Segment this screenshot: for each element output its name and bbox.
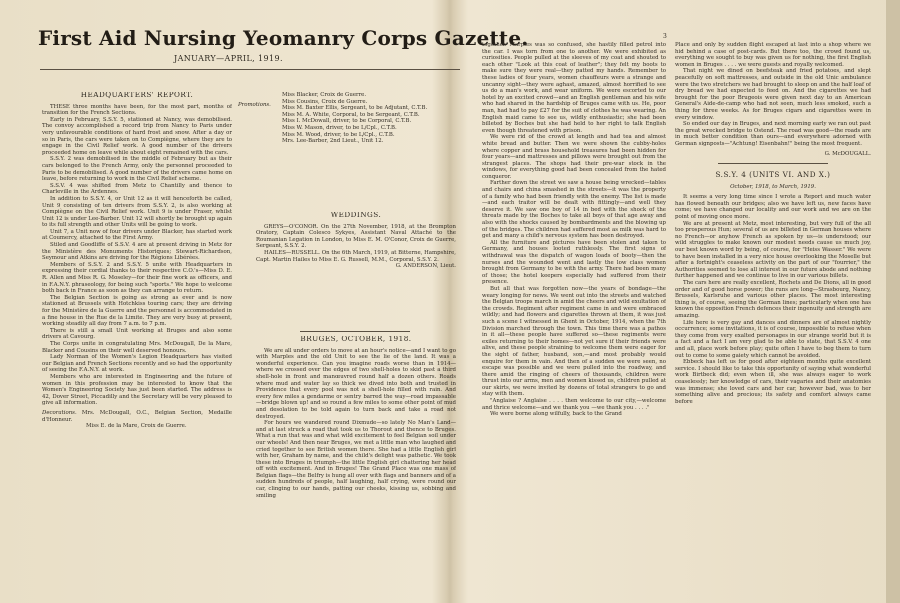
promotion-item: Mrs. Lee-Barber, 2nd Lieut., Unit 12. <box>282 138 384 145</box>
bruges-signature: G. McDOUGALL. <box>824 150 871 157</box>
section-rule <box>718 163 828 164</box>
weddings-signature: G. ANDERSON, Lieut. <box>395 263 456 270</box>
ssy4-heading: S.S.Y. 4 (UNITS VI. AND X.) <box>715 170 831 180</box>
promotion-item: Miss I. McDowall, driver, to be Corporal, C.T.B. <box>282 118 412 125</box>
bruges-paragraph: We are all under orders to move at an hour's notice—and I want to go with Marples and the old Unit to see the lie of the land. It was a wonderful experience. Can you imagine roads worse than in 1914—where we crossed over the edges of two shell-holes to skid past a third shell-hole in front and manœuvred round half a dozen others. Roads where mud and water lay so thick we dived into both and trusted in Providence that every pool was not a shell-hole filled with rain. And every few miles a gendarme or sentry barred the way—road impassable—bridge blown up! and so round a few miles to some other point of mud and desolation to be told again to turn back and take a road not destroyed. <box>256 347 456 420</box>
ssy4-paragraph: The cars here are really excellent, Rochets and De Dions, all in good order and of good horse power; the runs are long—Strasbourg, Nancy, Brussels, Karlsruhe and various other places. The most interesting thing is, of course, seeing the German lines; particularly when one has known the opposition French defences their ingenuity and strength are amazing. <box>675 280 871 319</box>
hq-paragraph: Unit 7, a Unit now of four drivers under Blacker, has started work at Coumercy, attached to the First Army. <box>42 228 232 242</box>
ssy4-date: October, 1918, to March, 1919. <box>730 183 816 190</box>
decorations-list <box>42 410 232 430</box>
decoration-item: Miss E. de la Mare, Croix de Guerre. <box>86 423 187 430</box>
bruges-end-paragraph: Place and only by sudden flight escaped at last into a shop where we hid behind a case of post-cards. But there too, the crowd found us, everything we sought to buy was given us for nothing, the first English women in Bruges . . . . we were guests and royally welcomed. <box>675 42 871 68</box>
hq-report-heading: HEADQUARTERS' REPORT. <box>80 92 194 99</box>
decoration-item: Mrs. McDougall, O.C., Belgian Section, Medaille d'Honneur. <box>42 409 232 423</box>
hq-paragraph: Members who are interested in Engineering and the future of women in this profession may be interested to know that the Women's Engineering Society has just been started. The address is 42, Dover Street, Piccadilly and the Secretary will be very pleased to give all information. <box>42 373 232 407</box>
ssy4-paragraph: Ebbeck has left us for good after eighteen months quite excellent service. I should like to take this opportunity of saying what wonderful work Birtbeck did; even when ill, she was always eager to work ceaselessly; her knowledge of cars, their vagaries and their anatomies was immense; she loved cars and her car, however bad, was to her something alive and precious; its safety and comfort always came before <box>675 359 871 405</box>
column-bruges-continued <box>482 42 666 590</box>
promotion-item: Miss M. Baxter Ellis, Sergeant, to be Adjutant, C.T.B. <box>282 105 428 112</box>
bruges-cont-paragraph: We were rid of the crowd at length and had tea and almost white bread and butter. Then we were shown the cubby-holes where copper and brass household treasures had been hidden for four years—and mattresses and pillows were brought out from the strangest places. The shops had their pre-war stock in the windows, for everything good had been concealed from the hated conqueror. <box>482 134 666 180</box>
page-number: 3 <box>663 33 667 40</box>
column-bruges <box>256 336 456 586</box>
bruges-heading: BRUGES, OCTOBER, 1918. <box>300 336 412 343</box>
bruges-cont-paragraph: All the furniture and pictures have been stolen and taken to Germany, and houses looted ruthlessly. The first signs of withdrawal was the dispatch of wagon loads of booty—then the nurses and the wounded went and lastly the low class women brought from Germany to be with the army. There had been many of those; the hotel keepers especially had suffered from their presence. <box>482 239 666 286</box>
hq-paragraph: Lady Norman of the Women's Legion Headquarters has visited our Belgian and French Sections recently and so had the opportunity of seeing the F.A.N.Y. at work. <box>42 354 232 374</box>
hq-paragraph: Stiled and Goodliffe of S.S.V. 4 are at present driving in Metz for the Ministère des Monuments Historiques; Stewart-Richardson, Seymour and Atkins are driving for the Régions Libérées. <box>42 242 232 262</box>
promotion-item: Miss W. Mason, driver, to be L/Cpl., C.T.B. <box>282 124 397 131</box>
promotions-label: Promotions. <box>238 102 271 108</box>
hq-paragraph: THESE three months have been, for the most part, months of transition for the French Sections. <box>42 103 232 117</box>
bruges-cont-paragraph: We were borne along wilfully, back to the Grand <box>490 411 622 418</box>
promotion-item: Miss Cousins, Croix de Guerre. <box>282 98 368 105</box>
bruges-end-paragraph: That night we dined on beefsteak and fried potatoes, and slept peacefully on soft mattresses, and outside in the old Unic ambulance were the two stretchers we had brought to sleep on and the half loaf of dry bread we had expected to feed on. And the cigarettes we had brought for the poor Brugeois were given next day to an American General's Aide-de-camp who had not seen, much less smoked, such a thing for three weeks. As for Bruges cigars and cigarettes were in every window. <box>675 68 871 121</box>
bruges-cont-paragraph: together. Marples was so confused, she hastily filled petrol into the car. I was torn from one to another. We were exhibited as curiosities. People pulled at the sleeves of my coat and shouted to each other "Look at this coat of leather"; they felt my boots to make sure they were real—they patted my hands. Remember to these ladies of four years, women chauffeurs were a strange and uncanny sight—they were aghast, amazed, almost horrified to see us do a man's work, and wear uniform. We were escorted to our hotel by an excited crowd—and an English gentleman and his wife who had shared in the hardship of Bruges came with us. He, poor man, had had to pay £27 for the suit of clothes he was wearing. An English maid came to see us, wildly enthusiastic; she had been billeted by Boches but she had held to her right to talk English even though threatened with prison. <box>482 42 666 134</box>
promotion-item: Miss M. A. White, Corporal, to be Sergeant, C.T.B. <box>282 111 420 118</box>
bruges-end-paragraph: So ended our day in Bruges, and next morning early we ran out past the great wrecked bridge to Ostend. The road was good—the roads are in much better condition than ours—and everywhere adorned with German signposts—"Achtung! Eisenbahn!" being the most frequent. <box>675 121 871 147</box>
decorations-label: Decorations. <box>42 409 77 416</box>
hq-paragraph: S.S.Y. 2 was demobilised in the middle of February but as their cars belonged to the French Army, only the personnel proceeded to Paris to be demobilised. A good number of the drivers came home on leave, before returning to work in the Civil Relief scheme. <box>42 156 232 183</box>
hq-paragraph: Early in February, S.S.Y. 5, stationed at Nancy, was demobilised. The convoy accomplished a record trip from Nancy to Paris under very unfavourable conditions of hard frost and snow. After a day or so in Paris, the cars were taken on to Compiègne, where they are to engage in the Civil Relief work. A good number of the drivers proceeded home on leave while about eight remained with the cars. <box>42 116 232 156</box>
column-weddings <box>256 212 456 330</box>
bruges-cont-paragraph: "Anglaise ? Anglaise . . . . then welcome to our city,—welcome and thrice welcome—and we thank you —we thank you . . . ." <box>482 398 666 411</box>
bruges-paragraph: For hours we wandered round Dixmude—so lately No Man's Land—and at last struck a road that took us to Thorout and thence to Bruges. What a run that was and what wild excitement to feel Belgian soil under our wheels! And then near Bruges, we met a little man who laughed and cried together to see British women there. She had a little English girl with her, Graham by name, and the child's delight was pathetic. We took these into Bruges in triumph—the little English girl chattering her head off with excitement. And in Bruges! The Grand Place was one mass of Belgian flags—the Belfry is hung all over with flags and banners and of a sudden hundreds of people, half laughing, half crying, were round our car, clinging to our hands, patting our cheeks, kissing us, sobbing and smiling <box>256 420 456 499</box>
ssy4-paragraph: We are at present at Metz, most interesting, but very full of the all too prosperous Hun; several of us are billeted in German houses where no French—or anyhow French as spoken by us—is understood; our wild struggles to make known our modest needs cause us much joy, our best known word by being, of course, for "Heiss Wasser." We were to have been installed in a very nice house overlooking the Moselle but after a fortnight's ceaseless activity on the part of our "fourrier," the Authorities seemed to lose all interest in our future abode and nothing further happened and we continue to live in our various billets. <box>675 220 871 280</box>
hq-paragraph: S.S.V. 4 was shifted from Metz to Chantilly and thence to Charleville in the Ardennes. <box>42 182 232 196</box>
column-hq-report <box>42 92 232 582</box>
wedding-notice: GREYS—O'CONOR. On the 27th November, 1918, at the Brompton Oratory, Captain Colesco Sykyes, Assistant Naval Attaché to the Roumanian Legation in London, to Miss E. M. O'Conor, Croix de Guerre, Sergeant, S.S.Y. 2. <box>256 223 456 250</box>
bruges-cont-paragraph: But all that was forgotten now—the years of bondage—the weary longing for news. We went out into the streets and watched the Belgian troops march in amid the cheers and wild exultation of the crowds. Regiment after regiment came in and were embraced wildly; and had flowers and cigarettes thrown at them, it was just such a scene I witnessed in Ghent in October, 1914, when the 7th Division marched through the town. This time there was a pathos in it all—these people have suffered so—these regiments were exiles returning to their homes—not yet sure if their friends were alive, and these people straining to welcome them were eager for the sight of father, husband, son,—and most probably would enquire for them in vain. And then of a sudden we were seen, no escape was possible and we were pulled into the roadway, and there amid the ringing of cheers of thousands, children were thrust into our arms, men and women kissed us, children pulled at our skirts, we were invited by dozens of total strangers to go and stay with them. <box>482 285 666 398</box>
ssy4-paragraph: It seems a very long time since I wrote a Report and much water has flowed beneath our bridges; also we have left us, new faces have come; we have changed our locality and our work and we are on the point of moving once more. <box>675 194 871 221</box>
bruges-cont-paragraph: Farther down the street we saw a house being wrecked—tables and chairs and china smashed in the streets—it was the property of a family who had been friendly with the enemy. The list is made—and each traitor will be dealt with fittingly—and well they deserve it. We saw one boy of 14 in bed with the shock of the threats made by the Boches to take all boys of that age away and also with the shocks caused by bombardments and the blowing up of the bridges. The children had suffered most as milk was hard to get and many a child's nervous system has been destroyed. <box>482 180 666 240</box>
hq-paragraph: In addition to S.S.Y. 4, or Unit 12 as it will henceforth be called, Unit 9 consisting of ten drivers from S.S.Y. 2, is also working at Compiègne on the Civil Relief work. Unit 9 is under Fraser, whilst Unit 12 is under Lee-Barber. Unit 12 will shortly be brought up again to its full strength and other Units will be going to work. <box>42 195 232 229</box>
wedding-notice: HAILES—RUSSELL. On the 6th March, 1919, at Bitterne, Hampshire, Capt. Martin Hailes to Miss E. G. Russell, M.M., Corporal, S.S.Y. 2. <box>256 249 456 263</box>
column-ssy4 <box>675 42 871 590</box>
issue-date: JANUARY—APRIL, 1919. <box>174 54 283 63</box>
masthead-rule <box>40 69 460 70</box>
hq-paragraph: The Belgian Section is going as strong as ever and is now stationed at Brussels with Hotchkiss touring cars; they are driving for the Ministère de la Guerre and the personnel is accommodated in a fine house in the Rue de la Limite. They are very busy at present, working steadily all day from 7 a.m. to 7 p.m. <box>42 294 232 328</box>
promotion-item: Miss M. Wood, driver, to be L/Cpl., C.T.B. <box>282 131 395 138</box>
masthead-title: First Aid Nursing Yeomanry Corps Gazette. <box>38 26 529 50</box>
hq-paragraph: Members of S.S.Y. 2 and S.S.Y. 5 unite with Headquarters in expressing their cordial thanks to their respective C.O.'s—Miss D. E. R. Allen and Miss R. G. Moseley—for their fine work as officers, and in F.A.N.Y. phraseology, for being such "sports." We hope to welcome both back in France as soon as they can arrange to return. <box>42 261 232 295</box>
promotions-list <box>282 92 452 162</box>
hq-paragraph: There is still a small Unit working at Bruges and also some drivers at Cavourg. <box>42 327 232 341</box>
promotion-item: Miss Blacker, Croix de Guerre. <box>282 92 367 98</box>
ssy4-paragraph: Life here is very gay and dances and dinners are of almost nightly occurrence; some invitations, it is of course, impossible to refuse when they come from very exalted personages in our strange world but it is a fact and a fact I am very glad to be able to state, that S.S.V. 4 one and all, place work before play; quite often I have to beg them to turn out to come to some gaiety which cannot be avoided. <box>675 319 871 359</box>
section-rule <box>300 331 410 332</box>
weddings-heading: WEDDINGS. <box>330 212 382 219</box>
hq-paragraph: The Corps unite in congratulating Mrs. McDougall, De la Mare, Blacker and Cousins on their well deserved honours. <box>42 340 232 354</box>
page-edge <box>886 0 900 603</box>
